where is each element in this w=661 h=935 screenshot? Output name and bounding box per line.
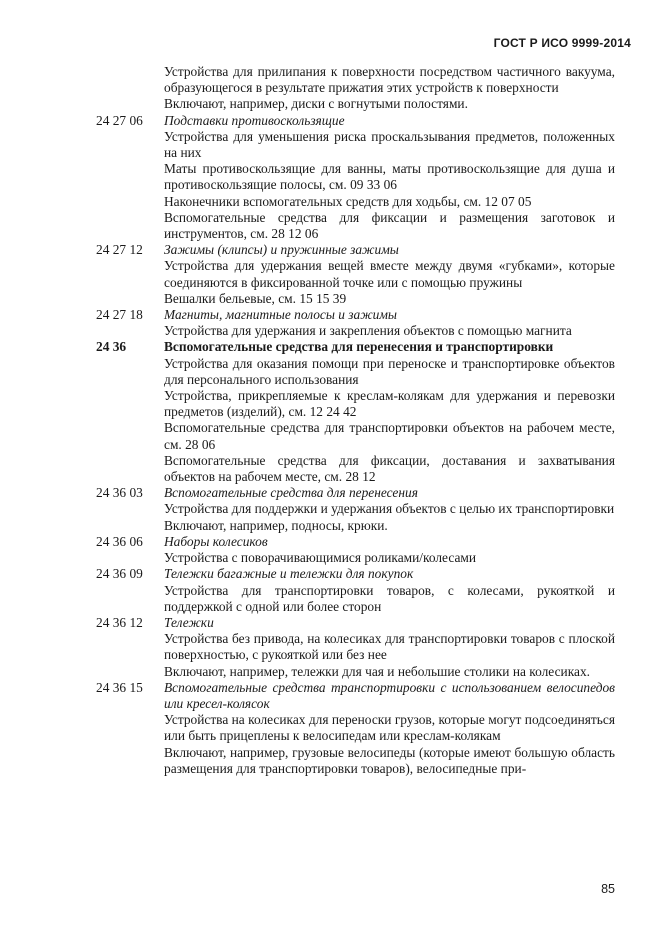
text-row: [0, 745, 661, 777]
entry-title: Зажимы (клипсы) и пружинные зажимы: [164, 242, 399, 258]
description-text: Включают, например, тележки для чая и небольшие столики на колесиках.: [164, 663, 590, 679]
text-row: [0, 258, 661, 290]
entry-title: Вспомогательные средства транспортировки с использованием велосипедов или кресел-колясок: [164, 679, 615, 711]
entry-row: [0, 566, 661, 582]
classification-code: 24 36 06: [96, 533, 143, 549]
description-text: Устройства для удержания и закрепления объектов с помощью магнита: [164, 323, 572, 339]
entry-title: Магниты, магнитные полосы и зажимы: [164, 307, 397, 323]
entry-title: Вспомогательные средства для перенесения: [164, 485, 418, 501]
description-text: Устройства для поддержки и удержания объектов с целью их транспортировки: [164, 501, 615, 517]
description-text: Включают, например, подносы, крюки.: [164, 517, 388, 533]
text-row: [0, 420, 661, 452]
entry-row: [0, 485, 661, 501]
description-text: Включают, например, грузовые велосипеды (которые имеют большую область размещения для транспортировки товаров), велосипедные при-: [164, 744, 615, 776]
document-header: ГОСТ Р ИСО 9999-2014: [493, 36, 631, 50]
classification-code: 24 36 09: [96, 566, 143, 582]
text-row: [0, 356, 661, 388]
text-row: [0, 96, 661, 112]
entry-title: Наборы колесиков: [164, 533, 268, 549]
classification-code: 24 36 15: [96, 679, 143, 695]
entry-row: [0, 113, 661, 129]
text-row: [0, 712, 661, 744]
document-body: [0, 64, 661, 777]
description-text: Маты противоскользящие для ванны, маты противоскользящие для душа и противоскользящие полосы, см. 09 33 06: [164, 161, 615, 193]
description-text: Устройства без привода, на колесиках для транспортировки товаров с плоской поверхностью, с рукояткой или без нее: [164, 631, 615, 663]
text-row: [0, 664, 661, 680]
text-row: [0, 291, 661, 307]
entry-title: Тележки: [164, 614, 214, 630]
description-text: Устройства для удержания вещей вместе между двумя «губками», которые соединяются в фиксированной точке или с помощью пружины: [164, 258, 615, 290]
text-row: [0, 583, 661, 615]
description-text: Устройства с поворачивающимися роликами/колесами: [164, 550, 477, 566]
description-text: Вспомогательные средства для фиксации и размещения заготовок и инструментов, см. 28 12 06: [164, 209, 615, 242]
description-text: Наконечники вспомогательных средств для ходьбы, см. 12 07 05: [164, 193, 532, 209]
text-row: [0, 501, 661, 517]
classification-code: 24 36 03: [96, 485, 143, 501]
entry-row: [0, 307, 661, 323]
description-text: Устройства для прилипания к поверхности посредством частичного вакуума, образующегося в результате прижатия этих устройств к поверхности: [164, 64, 615, 96]
classification-code: 24 27 18: [96, 307, 143, 323]
section-title: Вспомогательные средства для перенесения и транспортировки: [164, 339, 554, 355]
text-row: [0, 453, 661, 485]
text-row: [0, 518, 661, 534]
text-row: [0, 129, 661, 161]
description-text: Устройства для уменьшения риска проскальзывания предметов, положенных на них: [164, 128, 615, 161]
text-row: [0, 64, 661, 96]
description-text: Устройства для транспортировки товаров, с колесами, рукояткой и поддержкой с одной или более сторон: [164, 582, 615, 614]
entry-row: [0, 339, 661, 355]
classification-code: 24 27 06: [96, 112, 143, 128]
entry-row: [0, 242, 661, 258]
classification-code: 24 27 12: [96, 242, 143, 258]
description-text: Устройства на колесиках для переноски грузов, которые могут подсоединяться или быть прицеплены к велосипедам или креслам-колякам: [164, 712, 615, 744]
entry-title: Тележки багажные и тележки для покупок: [164, 566, 414, 582]
text-row: [0, 161, 661, 193]
description-text: Устройства, прикрепляемые к креслам-колякам для удержания и перевозки предметов (изделий), см. 12 24 42: [164, 388, 615, 420]
page-number: 85: [601, 882, 615, 896]
description-text: Устройства для оказания помощи при переноске и транспортировке объектов для персонального использования: [164, 355, 615, 387]
classification-code: 24 36: [96, 339, 127, 355]
text-row: [0, 550, 661, 566]
description-text: Вспомогательные средства для фиксации, доставания и захватывания объектов на рабочем месте, см. 28 12: [164, 452, 615, 485]
text-row: [0, 631, 661, 663]
description-text: Вешалки бельевые, см. 15 15 39: [164, 290, 347, 306]
text-row: [0, 388, 661, 420]
text-row: [0, 194, 661, 210]
text-row: [0, 210, 661, 242]
entry-title: Подставки противоскользящие: [164, 112, 345, 128]
entry-row: [0, 534, 661, 550]
text-row: [0, 323, 661, 339]
description-text: Вспомогательные средства для транспортировки объектов на рабочем месте, см. 28 06: [164, 420, 615, 452]
classification-code: 24 36 12: [96, 614, 143, 630]
entry-row: [0, 615, 661, 631]
description-text: Включают, например, диски с вогнутыми полостями.: [164, 96, 468, 112]
entry-row: [0, 680, 661, 712]
